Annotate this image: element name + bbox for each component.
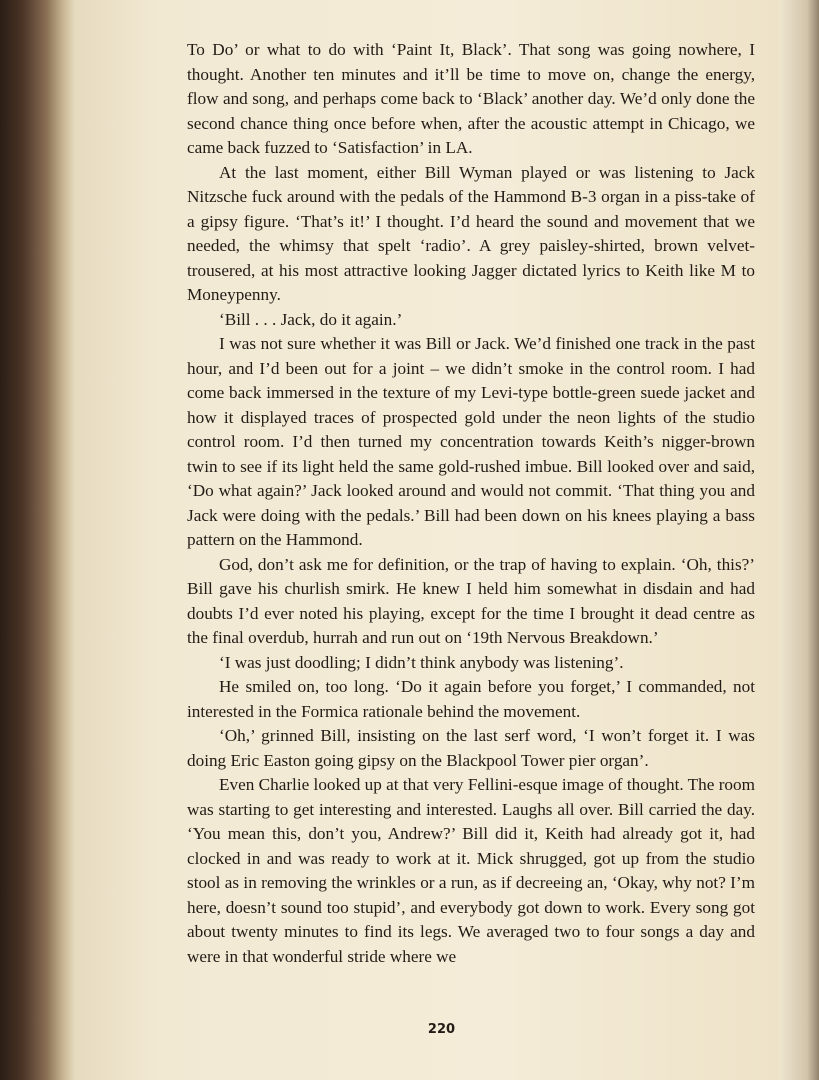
book-spine-shadow <box>0 0 75 1080</box>
page-number: 220 <box>427 1022 456 1037</box>
page-number-container <box>0 1022 819 1037</box>
paragraph: At the last moment, either Bill Wyman played or was listening to Jack Nitzsche fuck around with the pedals of the Hammond B-3 organ in a piss-take of a gipsy figure. ‘That’s it!’ I thought. I’d heard the sound and movement that we needed, the whimsy that spelt ‘radio’. A grey paisley-shirted, brown velvet-trousered, at his most attractive looking Jagger dictated lyrics to Keith like M to Moneypenny. <box>187 162 755 304</box>
paragraph: He smiled on, too long. ‘Do it again before you forget,’ I commanded, not interested in the Formica rationale behind the movement. <box>187 677 755 721</box>
paragraph: I was not sure whether it was Bill or Jack. We’d finished one track in the past hour, and I’d been out for a joint – we didn’t smoke in the control room. I had come back immersed in the texture of my Levi-type bottle-green suede jacket and how it displayed traces of prospected gold under the neon lights of the studio control room. I’d then turned my concentration towards Keith’s nigger-brown twin to see if its light held the same gold-rushed imbue. Bill looked over and said, ‘Do what again?’ Jack looked around and would not commit. ‘That thing you and Jack were doing with the pedals.’ Bill had been down on his knees playing a bass pattern on the Hammond. <box>187 334 755 549</box>
paragraph: God, don’t ask me for definition, or the trap of having to explain. ‘Oh, this?’ Bill gave his churlish smirk. He knew I held him somewhat in disdain and had doubts I’d ever noted his playing, except for the time I brought it dead centre as the final overdub, hurrah and run out on ‘19th Nervous Breakdown.’ <box>187 554 755 647</box>
paragraph: ‘I was just doodling; I didn’t think anybody was listening’. <box>219 652 624 672</box>
body-text <box>187 38 755 969</box>
paragraph: ‘Oh,’ grinned Bill, insisting on the last serf word, ‘I won’t forget it. I was doing Eric Easton going gipsy on the Blackpool Tower pier organ’. <box>187 726 755 770</box>
page-edge-shadow <box>779 0 819 1080</box>
paragraph: ‘Bill . . . Jack, do it again.’ <box>219 309 403 329</box>
paragraph: Even Charlie looked up at that very Fellini-esque image of thought. The room was starting to get interesting and interested. Laughs all over. Bill carried the day. ‘You mean this, don’t you, Andrew?’ Bill did it, Keith had already got it, had clocked in and was ready to work at it. Mick shrugged, got up from the studio stool as in removing the wrinkles or a run, as if decreeing an, ‘Okay, why not? I’m here, doesn’t sound too stupid’, and everybody got down to work. Every song got about twenty minutes to find its legs. We averaged two to four songs a day and were in that wonderful stride where we <box>187 775 755 966</box>
paragraph: To Do’ or what to do with ‘Paint It, Black’. That song was going nowhere, I thought. Another ten minutes and it’ll be time to move on, change the energy, flow and song, and perhaps come back to ‘Black’ another day. We’d only done the second chance thing once before when, after the acoustic attempt in Chicago, we came back fuzzed to ‘Satisfaction’ in LA. <box>187 40 755 157</box>
